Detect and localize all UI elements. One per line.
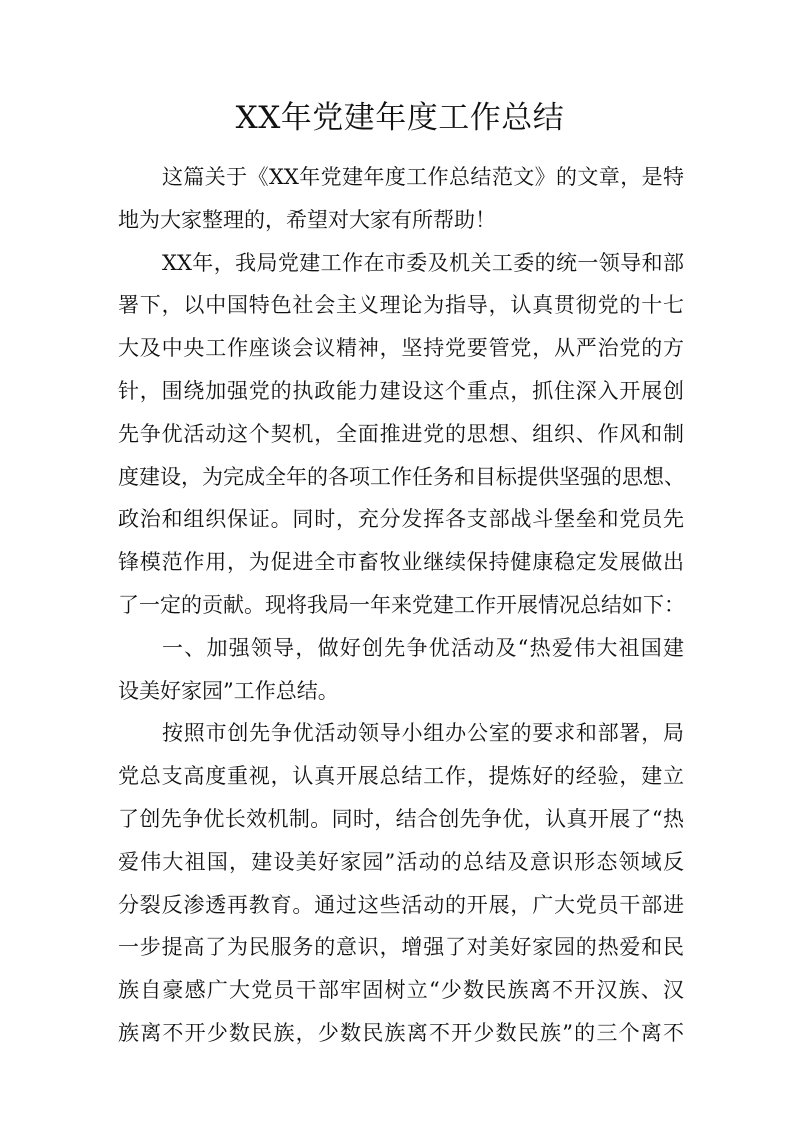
body-line: 署下，以中国特色社会主义理论为指导，认真贯彻党的十七 xyxy=(118,293,684,318)
body-line: 度建设，为完成全年的各项工作任务和目标提供坚强的思想、 xyxy=(118,464,685,489)
body-line: 族自豪感广大党员干部牢固树立“少数民族离不开汉族、汉 xyxy=(118,978,684,1003)
body-line: 针，围绕加强党的执政能力建设这个重点，抓住深入开展创 xyxy=(118,378,684,403)
body-line: 这篇关于《XX年党建年度工作总结范文》的文章，是特 xyxy=(162,165,684,189)
body-line: 族离不开少数民族，少数民族离不开少数民族”的三个离不 xyxy=(118,1020,684,1045)
body-line: 先争优活动这个契机，全面推进党的思想、组织、作风和制 xyxy=(118,421,684,446)
body-line: XX年，我局党建工作在市委及机关工委的统一领导和部 xyxy=(162,250,684,275)
body-line: 了创先争优长效机制。同时，结合创先争优，认真开展了“热 xyxy=(118,806,684,831)
body-line: 分裂反渗透再教育。通过这些活动的开展，广大党员干部进 xyxy=(118,892,684,917)
body-line: 了一定的贡献。现将我局一年来党建工作开展情况总结如下： xyxy=(118,592,685,617)
document-title: XX年党建年度工作总结 xyxy=(235,100,565,136)
body-line: 锋模范作用，为促进全市畜牧业继续保持健康稳定发展做出 xyxy=(118,550,684,575)
body-line: 党总支高度重视，认真开展总结工作，提炼好的经验，建立 xyxy=(118,764,684,789)
body-line: 地为大家整理的，希望对大家有所帮助！ xyxy=(118,207,496,232)
body-line: 政治和组织保证。同时，充分发挥各支部战斗堡垒和党员先 xyxy=(118,507,684,532)
section-heading-line: 设美好家园”工作总结。 xyxy=(118,678,339,703)
body-line: 爱伟大祖国，建设美好家园”活动的总结及意识形态领域反 xyxy=(118,849,684,874)
body-line: 按照市创先争优活动领导小组办公室的要求和部署，局 xyxy=(162,721,684,746)
section-heading-line: 一、加强领导，做好创先争优活动及“热爱伟大祖国建 xyxy=(162,635,684,660)
document-body xyxy=(118,156,684,1055)
body-line: 一步提高了为民服务的意识，增强了对美好家园的热爱和民 xyxy=(118,935,684,960)
body-line: 大及中央工作座谈会议精神，坚持党要管党，从严治党的方 xyxy=(118,336,684,361)
